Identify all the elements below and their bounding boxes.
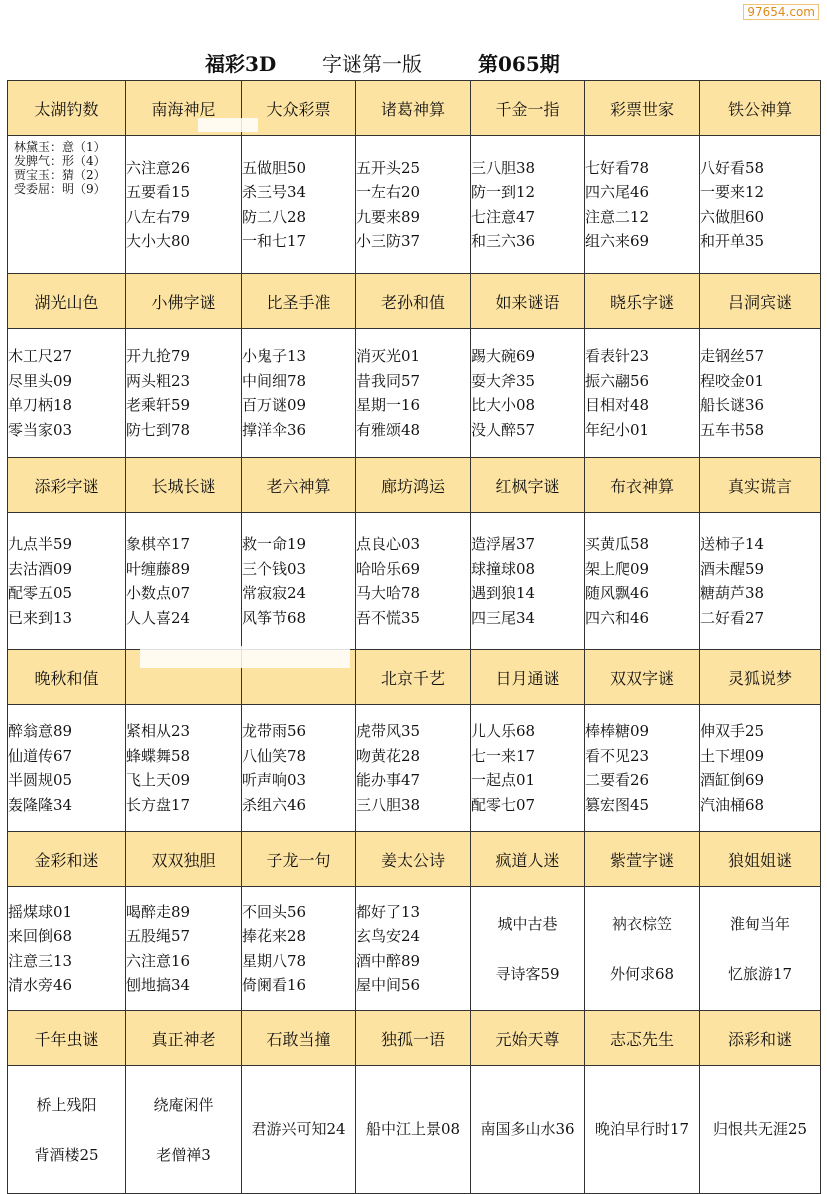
riddle-line: 去沽酒09 [8, 559, 73, 578]
riddle-line: 目相对48 [585, 396, 650, 414]
title-issue: 第065期 [478, 52, 560, 76]
riddle-line: 造浮屠37 [471, 535, 536, 553]
column-header: 日月通谜 [471, 650, 585, 705]
riddle-cell [700, 705, 821, 832]
riddle-cell [356, 1066, 471, 1194]
riddle-line: 防一到12 [471, 183, 536, 201]
column-header: 金彩和迷 [8, 832, 126, 887]
riddle-line: 注意二12 [585, 207, 650, 226]
riddle-line: 随风飘46 [585, 584, 650, 602]
column-header: 千金一指 [471, 81, 585, 136]
header-row [8, 1011, 821, 1066]
riddle-line: 百万谜09 [242, 396, 307, 414]
column-header: 老孙和值 [356, 274, 471, 329]
column-header: 灵狐说梦 [700, 650, 821, 705]
column-header: 石敢当撞 [242, 1011, 356, 1066]
riddle-line: 四三尾34 [471, 608, 536, 627]
riddle-cell [471, 513, 585, 650]
riddle-grid [7, 80, 821, 1194]
riddle-line: 篡宏图45 [585, 795, 650, 814]
riddle-line: 八仙笑78 [242, 746, 307, 765]
riddle-line: 酒未醒59 [700, 559, 765, 578]
riddle-line: 三八胆38 [471, 158, 536, 177]
riddle-line: 玄鸟安24 [356, 927, 421, 945]
riddle-line: 五股绳57 [126, 927, 191, 945]
header-row [8, 274, 821, 329]
column-header: 长城长谜 [126, 458, 242, 513]
riddle-line: 半圆规05 [8, 771, 73, 789]
body-row [8, 887, 821, 1011]
riddle-line: 单刀柄18 [8, 396, 73, 414]
riddle-cell [126, 513, 242, 650]
riddle-line: 六注意16 [126, 951, 191, 970]
riddle-line: 清水旁46 [8, 976, 73, 994]
column-header: 红枫字谜 [471, 458, 585, 513]
column-header: 北京千艺 [356, 650, 471, 705]
riddle-line: 防七到78 [126, 420, 191, 439]
riddle-line: 归恨共无涯25 [712, 1120, 808, 1139]
riddle-line: 倚阑看16 [242, 976, 307, 994]
riddle-cell [242, 513, 356, 650]
column-header: 晚秋和值 [8, 650, 126, 705]
riddle-cell [700, 1066, 821, 1194]
page-title [0, 44, 827, 80]
body-row [8, 329, 821, 458]
column-header: 诸葛神算 [356, 81, 471, 136]
riddle-cell [585, 329, 700, 458]
riddle-line: 蜂蝶舞58 [126, 746, 191, 765]
riddle-line: 发脾气：形（4） [14, 154, 106, 168]
riddle-cell [8, 136, 126, 274]
riddle-cell [356, 887, 471, 1011]
riddle-line: 看不见23 [585, 746, 650, 765]
column-header: 狼姐姐谜 [700, 832, 821, 887]
riddle-line: 年纪小01 [585, 420, 650, 439]
column-header: 独孤一语 [356, 1011, 471, 1066]
riddle-line: 七一来17 [471, 746, 536, 765]
riddle-line: 桥上残阳 [36, 1095, 97, 1114]
riddle-cell [126, 136, 242, 274]
column-header: 廊坊鸿运 [356, 458, 471, 513]
riddle-line: 五要看15 [126, 183, 191, 201]
column-header: 吕洞宾谜 [700, 274, 821, 329]
riddle-line: 杀三号34 [242, 183, 307, 201]
riddle-line: 一起点01 [471, 771, 536, 789]
riddle-line: 有雅颂48 [356, 420, 421, 439]
riddle-cell [700, 887, 821, 1011]
riddle-line: 和三六36 [471, 232, 536, 250]
riddle-line: 走钢丝57 [700, 347, 765, 365]
riddle-line: 星期八78 [242, 951, 307, 970]
header-row [8, 458, 821, 513]
riddle-line: 捧花来28 [242, 927, 307, 945]
riddle-cell [8, 513, 126, 650]
riddle-cell [126, 1066, 242, 1194]
riddle-line: 点良心03 [356, 535, 421, 553]
riddle-cell [585, 705, 700, 832]
riddle-line: 五做胆50 [242, 158, 307, 177]
riddle-line: 背酒楼25 [34, 1145, 99, 1164]
riddle-line: 淮甸当年 [729, 914, 790, 933]
riddle-cell [356, 329, 471, 458]
riddle-line: 振六翮56 [585, 371, 650, 390]
riddle-line: 绕庵闲伴 [153, 1095, 214, 1114]
riddle-line: 城中古巷 [497, 914, 558, 933]
riddle-line: 贾宝玉：猜（2） [14, 168, 106, 182]
riddle-cell [471, 136, 585, 274]
riddle-line: 一和七17 [242, 232, 307, 250]
riddle-cell [8, 329, 126, 458]
riddle-line: 常寂寂24 [242, 584, 307, 602]
body-row [8, 136, 821, 274]
riddle-line: 喝醉走89 [126, 902, 191, 921]
riddle-line: 七好看78 [585, 158, 650, 177]
riddle-cell [585, 136, 700, 274]
column-header: 真实谎言 [700, 458, 821, 513]
riddle-line: 寻诗客59 [495, 964, 560, 983]
riddle-cell [242, 887, 356, 1011]
riddle-line: 比大小08 [471, 396, 536, 414]
riddle-line: 三个钱03 [242, 559, 307, 578]
column-header: 元始天尊 [471, 1011, 585, 1066]
riddle-line: 踢大碗69 [471, 347, 536, 365]
riddle-line: 零当家03 [8, 420, 73, 439]
riddle-line: 飞上天09 [126, 771, 191, 789]
riddle-line: 小数点07 [126, 584, 191, 602]
riddle-line: 两头粗23 [126, 371, 191, 390]
riddle-line: 听声响03 [242, 771, 307, 789]
riddle-line: 一要来12 [700, 183, 765, 201]
riddle-line: 马大哈78 [356, 584, 421, 602]
column-header: 彩票世家 [585, 81, 700, 136]
riddle-cell [585, 513, 700, 650]
riddle-line: 一左右20 [356, 183, 421, 201]
riddle-cell [471, 1066, 585, 1194]
riddle-line: 九点半59 [8, 535, 73, 553]
riddle-cell [242, 329, 356, 458]
riddle-line: 忆旅游17 [727, 964, 793, 983]
column-header: 如来谜语 [471, 274, 585, 329]
riddle-line: 仙道传67 [8, 746, 73, 765]
riddle-line: 防二八28 [242, 207, 307, 226]
column-header: 老六神算 [242, 458, 356, 513]
riddle-line: 龙带雨56 [242, 722, 307, 740]
column-header: 双双独胆 [126, 832, 242, 887]
riddle-cell [126, 887, 242, 1011]
riddle-line: 老乘轩59 [126, 396, 191, 414]
riddle-line: 五车书58 [700, 420, 765, 439]
riddle-line: 六注意26 [126, 158, 191, 177]
riddle-cell [126, 705, 242, 832]
riddle-line: 注意三13 [8, 951, 73, 970]
column-header: 太湖钓数 [8, 81, 126, 136]
riddle-line: 配零五05 [8, 584, 73, 602]
riddle-line: 虎带风35 [356, 722, 421, 740]
riddle-line: 八左右79 [126, 207, 191, 226]
riddle-line: 伸双手25 [700, 722, 765, 740]
riddle-line: 摇煤球01 [8, 902, 73, 921]
riddle-line: 哈哈乐69 [356, 559, 421, 578]
riddle-line: 二要看26 [585, 771, 650, 789]
riddle-line: 昔我同57 [356, 371, 421, 390]
riddle-line: 球撞球08 [471, 559, 536, 578]
riddle-line: 衲衣棕笠 [611, 914, 672, 933]
riddle-cell [471, 705, 585, 832]
riddle-line: 吾不慌35 [356, 608, 421, 627]
riddle-cell [700, 136, 821, 274]
column-header: 比圣手准 [242, 274, 356, 329]
riddle-line: 四六尾46 [585, 183, 650, 201]
column-header: 千年虫谜 [8, 1011, 126, 1066]
riddle-line: 配零七07 [471, 795, 536, 814]
blur-overlay [140, 646, 350, 668]
riddle-line: 外何求68 [609, 964, 675, 983]
riddle-line: 受委屈：明（9） [14, 182, 106, 196]
riddle-line: 四六和46 [585, 608, 650, 627]
riddle-line: 遇到狼14 [471, 584, 536, 602]
column-header: 南海神尼 [126, 81, 242, 136]
riddle-cell [356, 705, 471, 832]
column-header: 小佛字谜 [126, 274, 242, 329]
riddle-line: 中间细78 [242, 371, 307, 390]
riddle-line: 九要来89 [356, 207, 421, 226]
riddle-line: 棒棒糖09 [585, 722, 650, 740]
riddle-cell [356, 513, 471, 650]
riddle-line: 已来到13 [8, 608, 73, 627]
header-row [8, 81, 821, 136]
riddle-cell [585, 887, 700, 1011]
column-header: 添彩字谜 [8, 458, 126, 513]
riddle-line: 汽油桶68 [700, 795, 765, 814]
riddle-line: 耍大斧35 [471, 371, 536, 390]
riddle-line: 吻黄花28 [356, 746, 421, 765]
blur-overlay [198, 118, 258, 132]
riddle-line: 二好看27 [700, 608, 765, 627]
column-header: 紫萱字谜 [585, 832, 700, 887]
column-header: 志忑先生 [585, 1011, 700, 1066]
body-row [8, 513, 821, 650]
column-header: 添彩和谜 [700, 1011, 821, 1066]
riddle-cell [242, 705, 356, 832]
riddle-line: 酒缸倒69 [700, 771, 765, 789]
riddle-line: 三八胆38 [356, 795, 421, 814]
riddle-line: 大小大80 [126, 232, 191, 250]
riddle-line: 长方盘17 [126, 795, 191, 814]
riddle-line: 星期一16 [356, 396, 421, 414]
riddle-line: 晚泊早行时17 [594, 1120, 690, 1139]
riddle-cell [8, 1066, 126, 1194]
riddle-cell [585, 1066, 700, 1194]
riddle-line: 不回头56 [242, 902, 307, 921]
column-header: 晓乐字谜 [585, 274, 700, 329]
riddle-line: 五开头25 [356, 158, 421, 177]
column-header: 真正神老 [126, 1011, 242, 1066]
column-header: 疯道人迷 [471, 832, 585, 887]
body-row [8, 1066, 821, 1194]
riddle-cell [242, 136, 356, 274]
column-header: 布衣神算 [585, 458, 700, 513]
riddle-line: 刨地搞34 [126, 976, 191, 994]
riddle-line: 八好看58 [700, 158, 765, 177]
title-edition: 字谜第一版 [322, 52, 422, 76]
header-row [8, 832, 821, 887]
riddle-line: 看表针23 [585, 347, 650, 365]
riddle-line: 土下埋09 [700, 746, 765, 765]
riddle-line: 醉翁意89 [8, 722, 73, 740]
body-row [8, 705, 821, 832]
title-lottery: 福彩3D [205, 52, 277, 76]
riddle-line: 南国多山水36 [480, 1120, 575, 1139]
riddle-line: 来回倒68 [8, 927, 73, 945]
riddle-line: 买黄瓜58 [585, 535, 650, 553]
riddle-line: 林黛玉：意（1） [14, 140, 106, 154]
riddle-line: 小三防37 [356, 232, 421, 250]
riddle-line: 架上爬09 [585, 559, 650, 578]
riddle-line: 送柿子14 [700, 535, 765, 553]
riddle-line: 船长谜36 [700, 396, 765, 414]
riddle-line: 君游兴可知24 [251, 1120, 346, 1139]
riddle-cell [700, 329, 821, 458]
riddle-line: 紧相从23 [126, 722, 191, 740]
riddle-cell [700, 513, 821, 650]
riddle-line: 尽里头09 [8, 371, 73, 390]
riddle-line: 六做胆60 [700, 207, 765, 226]
riddle-cell [471, 887, 585, 1011]
column-header: 子龙一句 [242, 832, 356, 887]
riddle-cell [126, 329, 242, 458]
riddle-line: 没人醉57 [471, 420, 536, 439]
riddle-line: 酒中醉89 [356, 951, 421, 970]
riddle-line: 儿人乐68 [471, 722, 536, 740]
riddle-line: 人人喜24 [126, 608, 191, 627]
riddle-line: 风筝节68 [242, 608, 307, 627]
header-row [8, 650, 821, 705]
column-header: 双双字谜 [585, 650, 700, 705]
riddle-line: 轰隆隆34 [8, 795, 73, 814]
riddle-line: 能办事47 [356, 771, 421, 789]
riddle-line: 小鬼子13 [242, 347, 307, 365]
riddle-line: 和开单35 [700, 232, 765, 250]
riddle-line: 组六来69 [585, 232, 650, 250]
riddle-line: 象棋卒17 [126, 535, 191, 553]
riddle-line: 叶缠藤89 [126, 559, 191, 578]
riddle-line: 程咬金01 [700, 371, 765, 390]
riddle-cell [356, 136, 471, 274]
column-header: 姜太公诗 [356, 832, 471, 887]
column-header: 铁公神算 [700, 81, 821, 136]
riddle-line: 开九抢79 [126, 347, 191, 365]
riddle-line: 救一命19 [242, 535, 307, 553]
riddle-cell [471, 329, 585, 458]
riddle-line: 老僧禅3 [156, 1145, 211, 1164]
riddle-line: 消灭光01 [356, 347, 421, 365]
riddle-line: 船中江上景08 [365, 1120, 461, 1139]
riddle-line: 七注意47 [471, 207, 536, 226]
riddle-line: 都好了13 [356, 902, 421, 921]
riddle-cell [242, 1066, 356, 1194]
riddle-line: 杀组六46 [242, 795, 307, 814]
site-watermark: 97654.com [743, 4, 819, 20]
riddle-line: 糖葫芦38 [700, 584, 765, 602]
riddle-line: 撑洋伞36 [242, 420, 307, 439]
riddle-cell [8, 705, 126, 832]
column-header: 大众彩票 [242, 81, 356, 136]
column-header: 湖光山色 [8, 274, 126, 329]
riddle-line: 木工尺27 [8, 347, 73, 365]
riddle-line: 屋中间56 [356, 976, 421, 994]
riddle-cell [8, 887, 126, 1011]
